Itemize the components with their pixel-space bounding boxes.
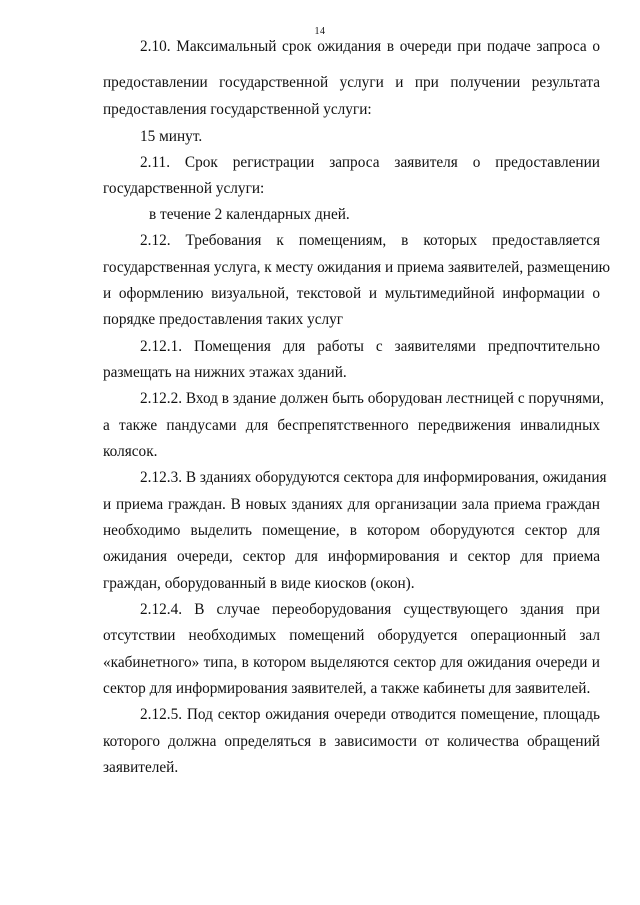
paragraph-2-12-line-4: порядке предоставления таких услуг: [103, 311, 344, 328]
paragraph-2-12-4-line-4: сектор для информирования заявителей, а также кабинеты для заявителей.: [103, 680, 591, 697]
paragraph-2-11-line-2: государственной услуги:: [103, 180, 265, 197]
paragraph-2-12-4-line-1: 2.12.4. В случае переоборудования существующего здания при: [140, 601, 600, 618]
paragraph-2-12-5-line-1: 2.12.5. Под сектор ожидания очереди отводится помещение, площадь: [140, 706, 600, 723]
paragraph-2-12-line-2: государственная услуга, к месту ожидания и приема заявителей, размещению: [103, 259, 611, 276]
paragraph-2-12-5-line-3: заявителей.: [103, 759, 179, 776]
paragraph-2-11-line-1: 2.11. Срок регистрации запроса заявителя о предоставлении: [140, 154, 600, 171]
paragraph-2-12-3-line-5: граждан, оборудованный в виде киосков (окон).: [103, 575, 415, 592]
paragraph-2-10-line-2: предоставлении государственной услуги и при получении результата: [103, 74, 600, 91]
paragraph-2-12-2-line-1: 2.12.2. Вход в здание должен быть оборудован лестницей с поручнями,: [140, 390, 604, 407]
paragraph-2-12-2-line-3: колясок.: [103, 443, 158, 460]
paragraph-2-12-line-1: 2.12. Требования к помещениям, в которых предоставляется: [140, 232, 600, 249]
paragraph-2-12-3-line-4: ожидания очереди, сектор для информирования и сектор для приема: [103, 548, 600, 565]
paragraph-2-12-1-line-2: размещать на нижних этажах зданий.: [103, 364, 347, 381]
paragraph-2-10-line-1: 2.10. Максимальный срок ожидания в очереди при подаче запроса о: [140, 38, 600, 55]
paragraph-2-12-5-line-2: которого должна определяться в зависимости от количества обращений: [103, 733, 600, 750]
paragraph-2-10-line-3: предоставления государственной услуги:: [103, 101, 372, 118]
paragraph-2-10-value: 15 минут.: [140, 128, 203, 145]
page-number: 14: [314, 26, 326, 37]
paragraph-2-12-3-line-1: 2.12.3. В зданиях оборудуются сектора для информирования, ожидания: [140, 469, 607, 486]
paragraph-2-11-value: в течение 2 календарных дней.: [149, 206, 350, 223]
paragraph-2-12-line-3: и оформлению визуальной, текстовой и мультимедийной информации о: [103, 285, 600, 302]
paragraph-2-12-4-line-2: отсутствии необходимых помещений оборудуется операционный зал: [103, 627, 600, 644]
paragraph-2-12-3-line-3: необходимо выделить помещение, в котором оборудуются сектор для: [103, 522, 600, 539]
paragraph-2-12-1-line-1: 2.12.1. Помещения для работы с заявителями предпочтительно: [140, 338, 600, 355]
paragraph-2-12-2-line-2: а также пандусами для беспрепятственного передвижения инвалидных: [103, 417, 600, 434]
paragraph-2-12-3-line-2: и приема граждан. В новых зданиях для организации зала приема граждан: [103, 496, 600, 513]
paragraph-2-12-4-line-3: «кабинетного» типа, в котором выделяются сектор для ожидания очереди и: [103, 654, 600, 671]
